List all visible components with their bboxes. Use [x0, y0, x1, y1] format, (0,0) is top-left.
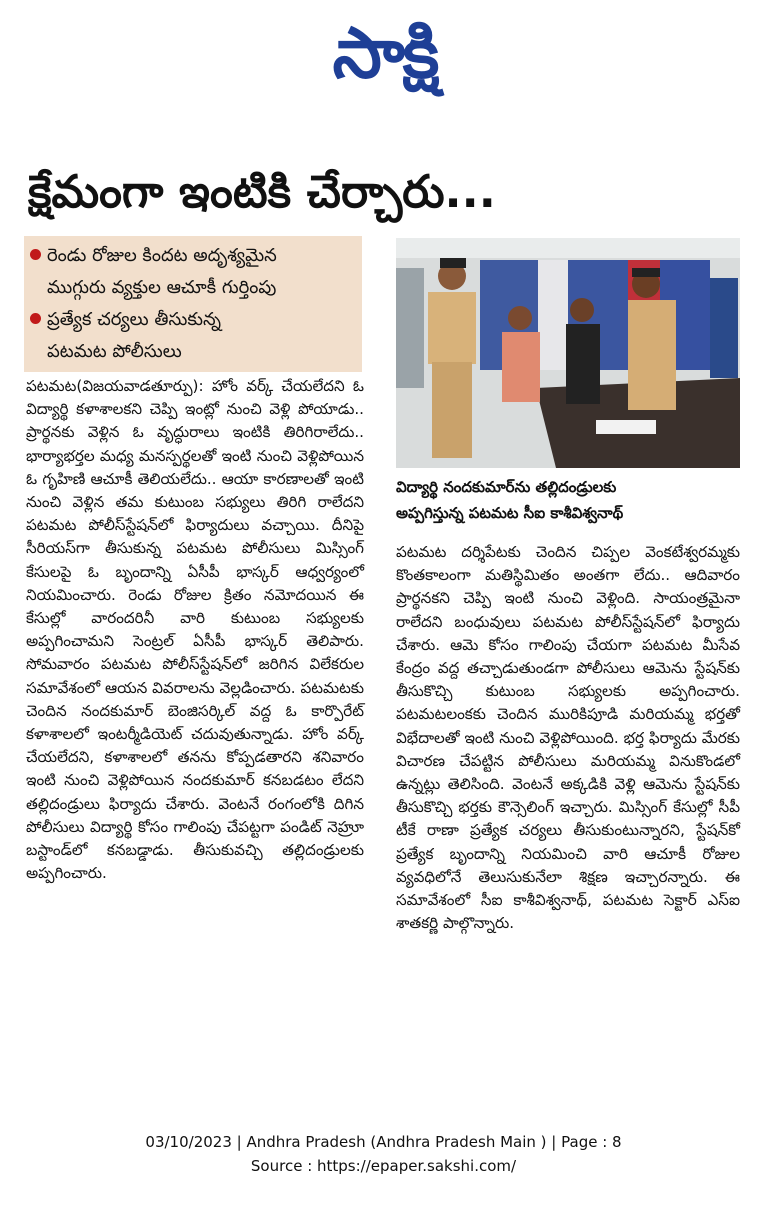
footer-date-edition: 03/10/2023 | Andhra Pradesh (Andhra Pradesh Main ) | Page : 8 — [145, 1133, 622, 1151]
article-column-1 — [26, 375, 364, 885]
article-column-2 — [396, 541, 740, 935]
news-photo — [396, 238, 740, 468]
caption-line: విద్యార్థి నందకుమార్‌ను తల్లిదండ్రులకు — [396, 478, 617, 496]
summary-box — [24, 236, 362, 372]
summary-line: ప్రత్యేక చర్యలు తీసుకున్న — [47, 309, 221, 330]
bullet-dot-icon — [30, 249, 41, 260]
bullet-dot-icon — [30, 313, 41, 324]
summary-bullet-2 — [30, 308, 221, 332]
article-paragraph: పటమట(విజయవాడతూర్పు): హోం వర్క్ చేయలేదని ఓ విద్యార్థి కళాశాలకని చెప్పి ఇంట్లో నుంచి వెళ్లి పోయాడు.. ప్రార్థనకు వెళ్లిన ఓ వృద్ధురాలు ఇంటికి తిరిగిరాలేదు.. భార్యాభర్తల మధ్య మనస్పర్థలతో ఇంటి నుంచి వెళ్లిపోయిన ఓ గృహిణి ఆచూకీ తెలియలేదు.. ఆయా కారణాలతో ఇంటి నుంచి వెళ్లిన తమ కుటుంబ సభ్యులు తిరిగి రాలేదని పటమట పోలీస్‌స్టేషన్‌లో ఫిర్యాదులు వచ్చాయి. దీనిపై సీరియస్‌గా తీసుకున్న పటమట పోలీసులు మిస్సింగ్ కేసులపై ఓ బృందాన్ని ఏసీపీ భాస్కర్ ఆధ్వర్యంలో నియమించారు. రెండు రోజుల క్రితం నమోదయిన ఈ కేసుల్లో వారందరినీ వారి కుటుంబ సభ్యులకు అప్పగించామని సెంట్రల్ ఏసీపీ భాస్కర్ తెలిపారు. సోమవారం పటమట పోలీస్‌స్టేషన్‌లో జరిగిన విలేకరుల సమావేశంలో ఆయన వివరాలను వెల్లడించారు. పటమటకు చెందిన నందకుమార్ బెంజిసర్కిల్ వద్ద ఓ కార్పొరేట్ కళాశాలలో ఇంటర్మీడియెట్ చదువుతున్నాడు. హోం వర్క్ చేయలేదని, కళాశాలలో తనను కోప్పడతారని శనివారం ఇంటి నుంచి వెళ్లిపోయిన నందకుమార్ కనబడటం లేదని తల్లిదండ్రులు ఫిర్యాదు చేశారు. వెంటనే రంగంలోకి దిగిన పోలీసులు విద్యార్థి కోసం గాలింపు చేపట్టగా పండిట్ నెహ్రూ బస్టాండ్‌లో కనబడ్డాడు. తీసుకువచ్చి తల్లిదండ్రులకు అప్పగించారు. — [26, 377, 364, 883]
summary-line: పటమట పోలీసులు — [47, 341, 182, 362]
masthead-logo: సాక్షి — [332, 12, 438, 94]
article-paragraph: పటమట దర్శిపేటకు చెందిన చిప్పల వెంకటేశ్వరమ్మకు కొంతకాలంగా మతిస్థిమితం అంతగా లేదు.. ఆదివారం ప్రార్థనకని చెప్పి ఇంటి నుంచి వెళ్లింది. సాయంత్రమైనా రాలేదని బంధువులు పటమట పోలీస్‌స్టేషన్‌లో ఫిర్యాదు చేశారు. ఆమె కోసం గాలింపు చేయగా పటమట మీసేవ కేంద్రం వద్ద తచ్చాడుతుండగా పోలీసులు ఆమెను స్టేషన్‌కు తీసుకొచ్చి కుటుంబ సభ్యులకు అప్పగించారు. పటమటలంకకు చెందిన మురికిపూడి మరియమ్మ భర్తతో విభేదాలతో ఇంటి నుంచి వెళ్లిపోయింది. భర్త ఫిర్యాదు మేరకు విచారణ చేపట్టిన పోలీసులు మరియమ్మ వినుకొండలో ఉన్నట్లు తెలిసింది. వెంటనే అక్కడికి వెళ్లి ఆమెను స్టేషన్‌కు తీసుకొచ్చి భర్తకు కౌన్సెలింగ్ ఇచ్చారు. మిస్సింగ్ కేసుల్లో సీపీ టీకే రాణా ప్రత్యేక చర్యలు తీసుకుంటున్నారని, స్టేషన్‌కో ప్రత్యేక బృందాన్ని నియమించి వారి ఆచూకీ రోజుల వ్యవధిలోనే తెలుసుకునేలా శిక్షణ ఇచ్చారన్నారు. ఈ సమావేశంలో సీఐ కాశీవిశ్వనాథ్, పటమట సెక్టార్ ఎస్ఐ శాతకర్ణి పాల్గొన్నారు. — [396, 543, 740, 933]
photo-caption — [396, 474, 740, 526]
police-handover-photo-icon — [396, 238, 740, 468]
summary-bullet-1 — [30, 244, 277, 268]
headline: క్షేమంగా ఇంటికి చేర్చారు... — [28, 165, 496, 218]
footer-source: Source : https://epaper.sakshi.com/ — [250, 1157, 517, 1175]
summary-line: ముగ్గురు వ్యక్తుల ఆచూకీ గుర్తింపు — [47, 277, 277, 298]
caption-line: అప్పగిస్తున్న పటమట సీఐ కాశీవిశ్వనాథ్ — [396, 504, 624, 522]
summary-line: రెండు రోజుల కిందట అదృశ్యమైన — [47, 245, 277, 266]
